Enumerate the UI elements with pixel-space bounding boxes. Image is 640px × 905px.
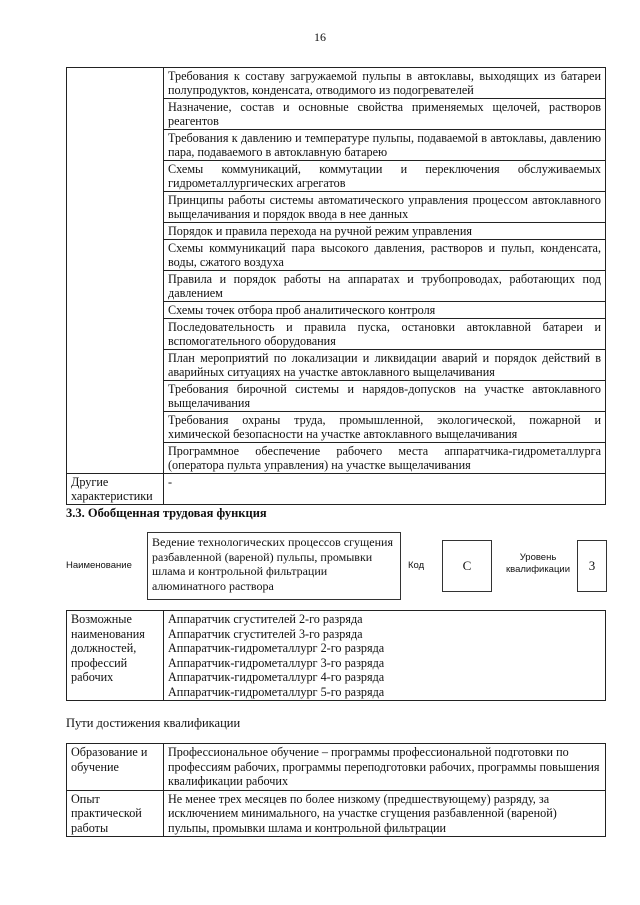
knowledge-row: Схемы точек отбора проб аналитического контроля [164,302,606,319]
position-item: Аппаратчик-гидрометаллург 5-го разряда [168,684,385,699]
code-label: Код [408,560,425,571]
knowledge-row: Требования к давлению и температуре пульпы, подаваемой в автоклавы, давлению пара, подаваемого в автоклавную батарею [164,130,606,161]
qualification-paths-title: Пути достижения квалификации [66,716,241,730]
page-number: 16 [314,30,326,44]
education-label: Образование и обучение [67,744,164,791]
function-name-box: Ведение технологических процессов сгущения разбавленной (вареной) пульпы, промывки шлама и контрольной фильтрации алюминатного раствора [147,532,401,600]
positions-label: Возможные наименования должностей, профессий рабочих [67,611,164,701]
knowledge-row: Требования к составу загружаемой пульпы в автоклавы, выходящих из батареи полупродуктов, конденсата, отводимого из подогревателей [164,68,606,99]
position-item: Аппаратчик-гидрометаллург 3-го разряда [168,655,385,670]
code-value-box: C [442,540,492,592]
qualification-level-box: 3 [577,540,607,592]
knowledge-row: Порядок и правила перехода на ручной режим управления [164,223,606,240]
position-item: Аппаратчик сгустителей 3-го разряда [168,626,363,641]
positions-list [164,611,606,701]
knowledge-row: Требования бирочной системы и нарядов-допусков на участке автоклавного выщелачивания [164,381,606,412]
qualification-paths-table [66,743,606,837]
name-label: Наименование [66,560,132,571]
positions-table [66,610,606,701]
experience-label: Опыт практической работы [67,790,164,837]
knowledge-row: Программное обеспечение рабочего места аппаратчика-гидрометаллурга (оператора пульта управления) на участке выщелачивания [164,443,606,474]
experience-value: Не менее трех месяцев по более низкому (предшествующему) разряду, за исключением минимального, на участке сгущения разбавленной (вареной) пульпы, промывки шлама и контрольной фильтрации [164,790,606,837]
position-item: Аппаратчик-гидрометаллург 4-го разряда [168,670,385,684]
qualification-level-label: Уровень квалификации [505,552,571,575]
knowledge-row: Схемы коммуникаций пара высокого давления, растворов и пульп, конденсата, воды, сжатого воздуха [164,240,606,271]
position-item: Аппаратчик сгустителей 2-го разряда [168,612,363,626]
other-characteristics-label: Другие характеристики [67,474,164,505]
section-heading: 3.3. Обобщенная трудовая функция [66,506,267,520]
position-item: Аппаратчик-гидрометаллург 2-го разряда [168,641,385,655]
knowledge-row: Требования охраны труда, промышленной, экологической, пожарной и химической безопасности на участке автоклавного выщелачивания [164,412,606,443]
knowledge-row: Принципы работы системы автоматического управления процессом автоклавного выщелачивания и порядок ввода в нее данных [164,192,606,223]
knowledge-row: План мероприятий по локализации и ликвидации аварий и порядок действий в аварийных ситуациях на участке автоклавного выщелачивания [164,350,606,381]
other-characteristics-value: - [164,474,606,505]
empty-label-cell [67,68,164,474]
knowledge-row: Правила и порядок работы на аппаратах и трубопроводах, работающих под давлением [164,271,606,302]
knowledge-row: Последовательность и правила пуска, остановки автоклавной батареи и вспомогательного оборудования [164,319,606,350]
education-value: Профессиональное обучение – программы профессиональной подготовки по профессиям рабочих, программы переподготовки рабочих, программы повышения квалификации рабочих [164,744,606,791]
knowledge-row: Назначение, состав и основные свойства применяемых щелочей, растворов реагентов [164,99,606,130]
knowledge-row: Схемы коммуникаций, коммутации и переключения обслуживаемых гидрометаллургических агрегатов [164,161,606,192]
knowledge-table [66,67,606,505]
